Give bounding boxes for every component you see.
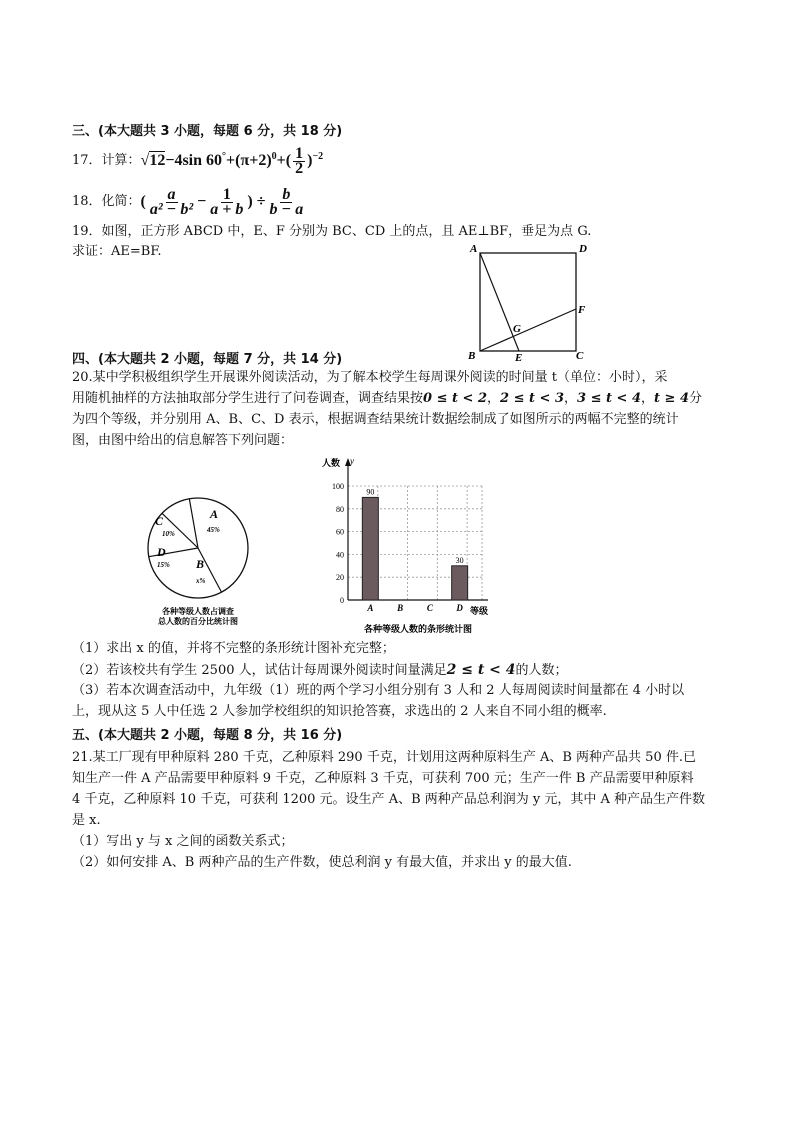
q18-frac2 — [208, 185, 245, 218]
q20-line1: 20.某中学积极组织学生开展课外阅读活动，为了解本校学生每周课外阅读的时间量 t（单位：小时），采 — [72, 370, 668, 385]
pie-label-a: A — [210, 507, 219, 521]
interval-4: t ≥ 4 — [654, 391, 690, 406]
q20-sub3b: 上，现从这 5 人中任选 2 人参加学校组织的知识抢答赛，求选出的 2 人来自不同小组的概率. — [72, 704, 607, 719]
vertex-a: A — [470, 243, 478, 255]
q21-sub1: （1）写出 y 与 x 之间的函数关系式； — [72, 834, 294, 849]
pie-label-b: B — [196, 557, 205, 571]
x-tick-label-B: B — [397, 603, 404, 613]
y-tick-label: 100 — [332, 482, 344, 491]
square-figure — [466, 238, 594, 366]
q17-plus: +( — [276, 151, 292, 169]
pie-caption-2: 总人数的百分比统计图 — [158, 617, 238, 626]
q18-open: ( — [140, 192, 146, 210]
y-tick-label: 20 — [336, 573, 344, 583]
bar-marks — [362, 487, 467, 600]
bar-ylabel: 人数 — [322, 459, 341, 469]
q20-sub3a: （3）若本次调查活动中，九年级（1）班的两个学习小组分别有 3 人和 2 人每周阅读时间量都在 4 小时以 — [72, 683, 685, 698]
y-tick-label: 80 — [336, 504, 344, 514]
point-e: E — [515, 352, 523, 364]
pie-label-c: C — [155, 514, 164, 528]
q21-line4: 是 x. — [72, 813, 101, 828]
q20-sub2a: （2）若该校共有学生 2500 人，试估计每周课外阅读时间量满足 — [72, 663, 447, 678]
q18-label: 18．化简： — [72, 194, 141, 209]
q18-f2-den: a + b — [210, 200, 244, 218]
sqrt-symbol: √ — [140, 151, 150, 169]
bar-D — [452, 566, 468, 600]
y-tick-label: 0 — [340, 596, 344, 605]
interval-2: 2 ≤ t < 3 — [500, 391, 564, 406]
q17-degree: ° — [222, 150, 227, 162]
bar-categories — [366, 603, 463, 613]
q20-sub2 — [72, 660, 568, 681]
q21-line2: 知生产一件 A 产品需要甲种原料 9 千克，乙种原料 3 千克，可获利 700 元；生产一件 B 产品需要甲种原料 — [72, 771, 694, 786]
q17-exp-neg: −2 — [312, 150, 324, 162]
vertex-d: D — [579, 243, 587, 255]
interval-suffix: 分 — [689, 391, 703, 406]
bar-ticks — [332, 482, 344, 605]
q17-fraction — [293, 144, 305, 177]
q18-f1-num: a — [167, 185, 176, 203]
pie-chart — [140, 490, 260, 630]
y-tick-label: 40 — [336, 550, 344, 560]
point-g: G — [513, 323, 521, 335]
q18-expression — [140, 185, 308, 218]
bar-chart — [310, 452, 520, 638]
q17-sqrt-arg: 12 — [149, 151, 166, 169]
q18-f3-num: b — [282, 185, 291, 203]
interval-1: 0 ≤ t < 2 — [423, 391, 487, 406]
bar-title: 各种等级人数的条形统计图 — [363, 625, 473, 635]
section-5-heading: 五、(本大题共 2 小题，每题 8 分，共 16 分) — [72, 728, 343, 743]
q18-f2-num: 1 — [222, 185, 231, 203]
q20-sub1: （1）求出 x 的值，并将不完整的条形统计图补充完整； — [72, 641, 395, 656]
q20-line2-text: 用随机抽样的方法抽取部分学生进行了问卷调查，调查结果按 — [72, 391, 424, 406]
square-abcd — [480, 253, 576, 351]
pie-label-d: D — [157, 545, 166, 559]
y-tick-label: 60 — [336, 527, 344, 537]
q21-line1: 21.某工厂现有甲种原料 280 千克，乙种原料 290 千克，计划用这两种原料生产 A、B 两种产品共 50 件.已 — [72, 750, 696, 765]
section-3-heading: 三、(本大题共 3 小题，每题 6 分，共 18 分) — [72, 124, 343, 139]
pie-caption-1: 各种等级人数占调查 — [162, 607, 234, 616]
bar-data-label-D: 30 — [455, 555, 464, 565]
q17-close: ) — [307, 151, 313, 169]
q20-sub2-interval: 2 ≤ t < 4 — [446, 662, 516, 678]
q18-div: ) ÷ — [247, 192, 266, 210]
q19-line2: 求证：AE=BF. — [72, 244, 162, 259]
q20-sub2b: 的人数； — [515, 663, 568, 678]
q20-line4: 图，由图中给出的信息解答下列问题： — [72, 433, 294, 448]
q20-line3: 为四个等级，并分别用 A、B、C、D 表示，根据调查结果统计数据绘制成了如图所示的两幅不完整的统计 — [72, 412, 679, 427]
x-tick-label-D: D — [456, 603, 463, 613]
bar-yaxis-name: y — [350, 456, 354, 466]
bar-data-label-A: 90 — [366, 487, 375, 497]
pie-pct-c: 10% — [162, 530, 175, 538]
x-tick-label-C: C — [426, 603, 433, 613]
section-4-heading: 四、(本大题共 2 小题，每题 7 分，共 14 分) — [72, 352, 343, 367]
q17-term2: +(π+2) — [226, 151, 272, 169]
q19-line1: 19．如图，正方形 ABCD 中，E、F 分别为 BC、CD 上的点，且 AE⊥BF，垂足为点 G. — [72, 224, 592, 239]
pie-pct-a: 45% — [207, 526, 220, 534]
q17-expression — [140, 144, 324, 177]
vertex-c: C — [576, 350, 584, 362]
question-18 — [72, 184, 307, 220]
q18-frac1 — [148, 185, 195, 218]
q20-line2: 用随机抽样的方法抽取部分学生进行了问卷调查，调查结果按0 ≤ t < 2，2 ≤ t < 3，3 ≤ t < 4，t ≥ 4分 — [72, 391, 703, 406]
pie-pct-b: x% — [196, 577, 206, 585]
vertex-b: B — [468, 350, 476, 362]
q17-frac-den: 2 — [295, 159, 304, 177]
q21-sub2: （2）如何安排 A、B 两种产品的生产件数，使总利润 y 有最大值，并求出 y 的最大值. — [72, 855, 572, 870]
q17-frac-num: 1 — [295, 144, 304, 162]
x-tick-label-A: A — [367, 603, 374, 613]
point-f: F — [578, 304, 586, 316]
q17-exp0: 0 — [271, 150, 277, 162]
bar-xlabel: 等级 — [470, 607, 489, 617]
interval-3: 3 ≤ t < 4 — [577, 391, 641, 406]
segment-bf — [480, 309, 576, 351]
q18-frac3 — [268, 185, 306, 218]
question-17 — [72, 143, 323, 179]
pie-pct-d: 15% — [157, 561, 170, 569]
q18-minus: − — [197, 192, 207, 210]
q18-f3-den: b − a — [269, 200, 304, 218]
q17-label: 17．计算： — [72, 153, 141, 168]
q17-term1: −4sin 60 — [165, 151, 223, 169]
q18-f1-den: a² − b² — [149, 200, 194, 218]
bar-A — [362, 497, 378, 600]
q21-line3: 4 千克，乙种原料 10 千克，可获利 1200 元。设生产 A、B 两种产品总利润为 y 元，其中 A 种产品生产件数 — [72, 792, 706, 807]
